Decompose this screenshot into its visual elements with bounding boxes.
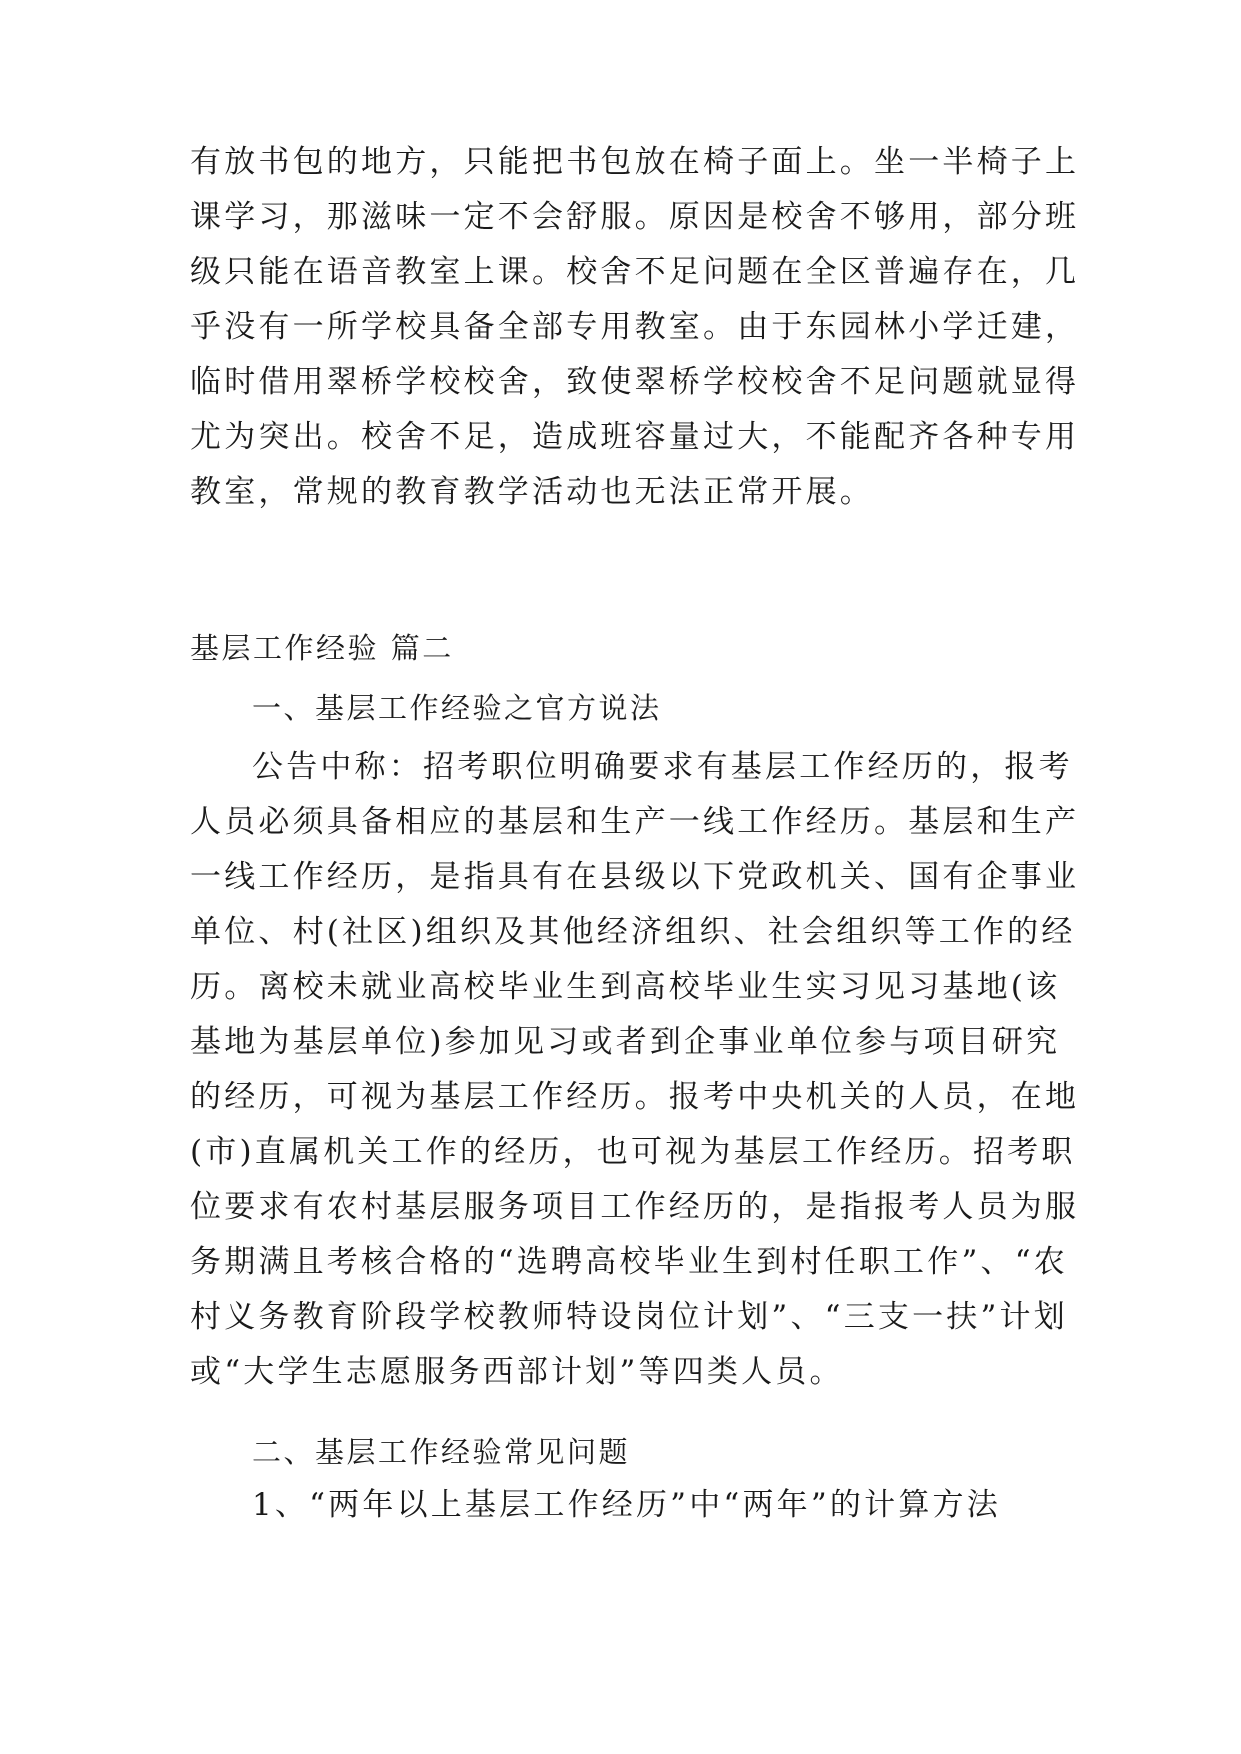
paragraph-line: 历。离校未就业高校毕业生到高校毕业生实习见习基地(该 [190,969,1061,1005]
paragraph-line: 公告中称：招考职位明确要求有基层工作经历的，报考 [252,749,1073,785]
paragraph-line: (市)直属机关工作的经历，也可视为基层工作经历。招考职 [190,1134,1076,1170]
top-paragraph [190,135,1080,520]
paragraph-line: 位要求有农村基层服务项目工作经历的，是指报考人员为服 [190,1189,1080,1225]
paragraph-line: 临时借用翠桥学校校舍，致使翠桥学校校舍不足问题就显得 [190,364,1080,400]
question-item: 1、“两年以上基层工作经历”中“两年”的计算方法 [252,1487,1001,1523]
paragraph-line: 的经历，可视为基层工作经历。报考中央机关的人员，在地 [190,1079,1080,1115]
paragraph-line: 一线工作经历，是指具有在县级以下党政机关、国有企事业 [190,859,1080,895]
paragraph-line: 务期满且考核合格的“选聘高校毕业生到村任职工作”、“农 [190,1244,1068,1280]
paragraph-line: 村义务教育阶段学校教师特设岗位计划”、“三支一扶”计划 [190,1299,1068,1335]
subheading-common-questions: 二、基层工作经验常见问题 [252,1435,631,1469]
section-title: 基层工作经验 篇二 [190,631,454,665]
paragraph-line: 教室，常规的教育教学活动也无法正常开展。 [190,474,874,510]
paragraph-line: 人员必须具备相应的基层和生产一线工作经历。基层和生产 [190,804,1080,840]
paragraph-line: 基地为基层单位)参加见习或者到企事业单位参与项目研究 [190,1024,1061,1060]
paragraph-line: 或“大学生志愿服务西部计划”等四类人员。 [190,1354,844,1390]
paragraph-line: 乎没有一所学校具备全部专用教室。由于东园林小学迁建， [190,309,1080,345]
announcement-paragraph [190,740,1080,1400]
paragraph-line: 课学习，那滋味一定不会舒服。原因是校舍不够用，部分班 [190,199,1080,235]
paragraph-line: 尤为突出。校舍不足，造成班容量过大，不能配齐各种专用 [190,419,1080,455]
paragraph-line: 单位、村(社区)组织及其他经济组织、社会组织等工作的经 [190,914,1076,950]
paragraph-line: 有放书包的地方，只能把书包放在椅子面上。坐一半椅子上 [190,144,1080,180]
paragraph-line: 级只能在语音教室上课。校舍不足问题在全区普遍存在，几 [190,254,1080,290]
subheading-official-statement: 一、基层工作经验之官方说法 [252,691,662,725]
